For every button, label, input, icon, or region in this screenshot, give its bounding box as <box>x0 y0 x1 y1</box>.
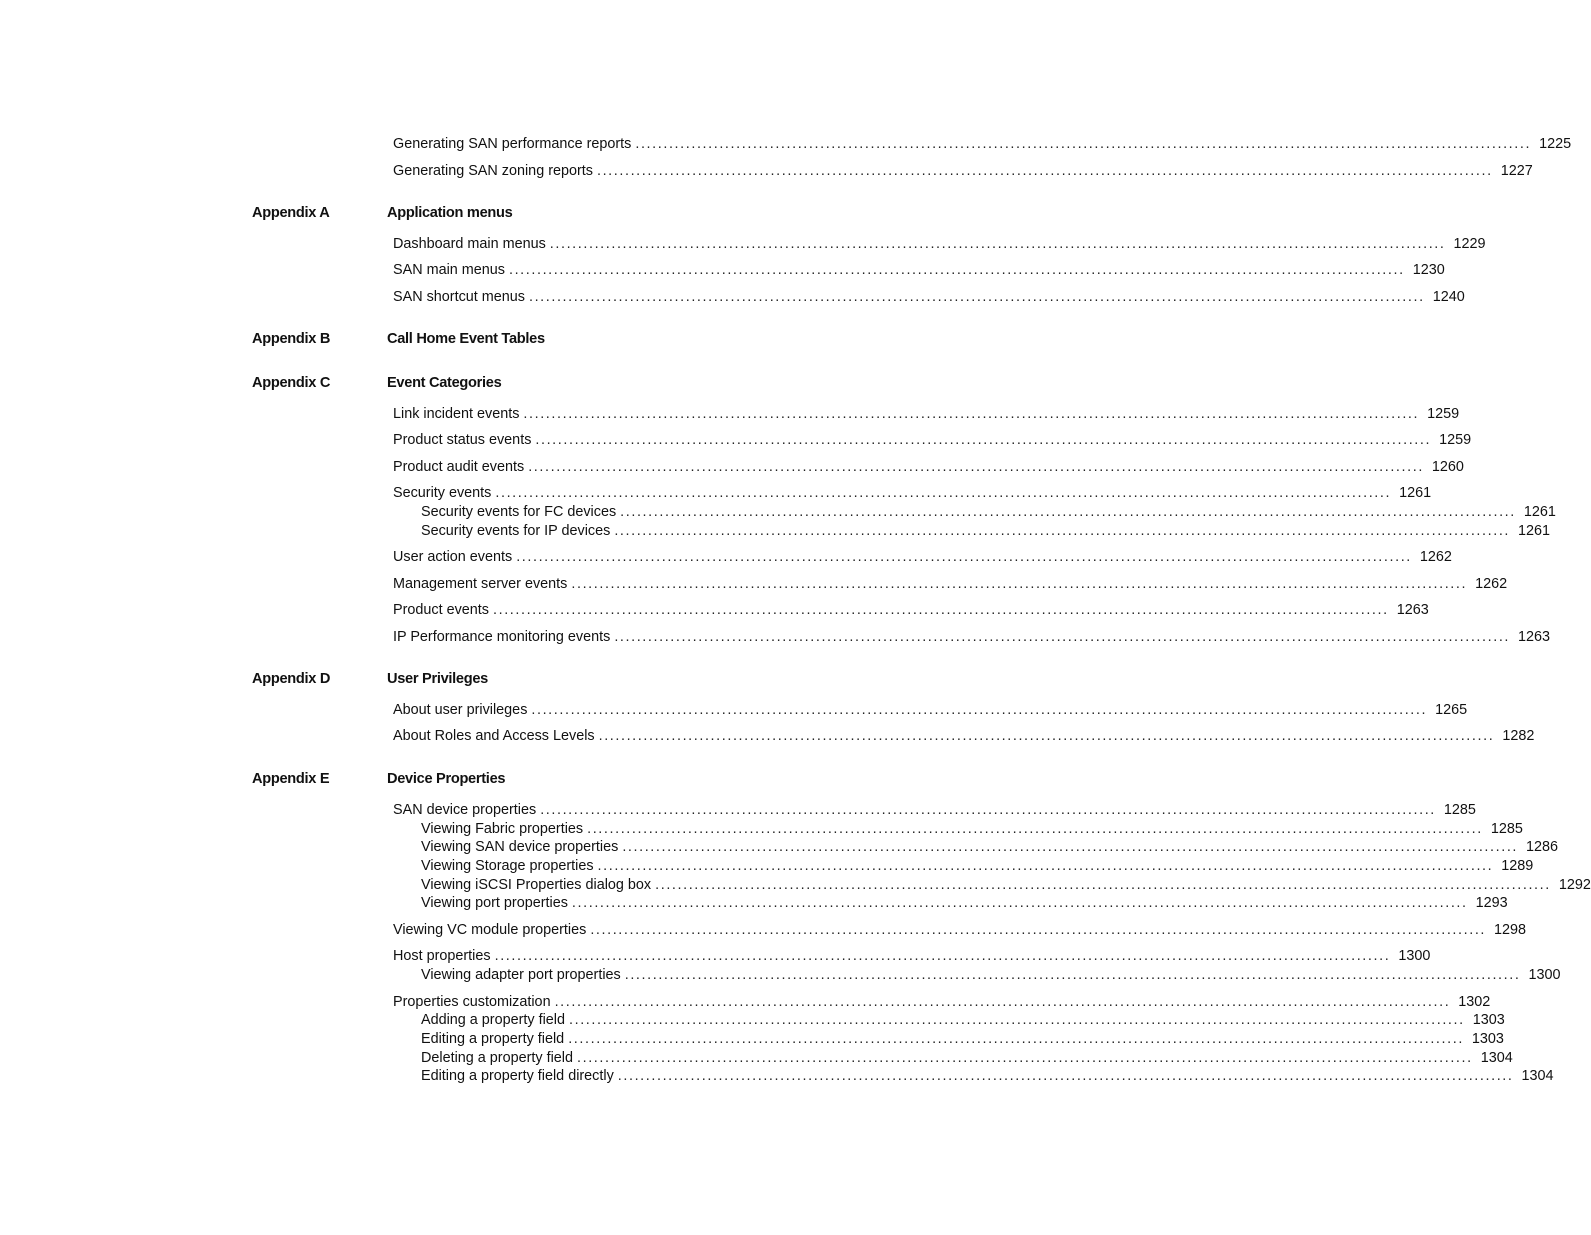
leader-dots: ................................................................................................................................................................ <box>516 549 1412 565</box>
toc-subentry[interactable] <box>421 856 1534 876</box>
toc-entry[interactable] <box>393 574 1508 594</box>
toc-entry-page: 1227 <box>1500 163 1533 179</box>
toc-entry-page: 1225 <box>1539 136 1572 152</box>
toc-entry-title: Viewing port properties <box>421 895 568 911</box>
leader-dots: ................................................................................................................................................................ <box>549 236 1446 252</box>
toc-entry[interactable] <box>393 700 1468 720</box>
toc-entry-title: Deleting a property field <box>421 1050 573 1066</box>
toc-entry-title: Management server events <box>393 576 568 592</box>
toc-subentry[interactable] <box>421 1029 1504 1049</box>
appendix-title[interactable]: Event Categories <box>387 375 502 391</box>
toc-entry-title: Product status events <box>393 432 532 448</box>
leader-dots: ................................................................................................................................................................ <box>577 1050 1473 1066</box>
appendix-title[interactable]: Application menus <box>387 205 513 221</box>
toc-entry-title: Viewing SAN device properties <box>421 839 619 855</box>
toc-entry-title: Host properties <box>393 948 491 964</box>
toc-entry-page: 1261 <box>1518 523 1551 539</box>
leader-dots: ................................................................................................................................................................ <box>624 967 1521 983</box>
toc-entry-title: Viewing Fabric properties <box>421 821 584 837</box>
toc-entry[interactable] <box>393 920 1527 940</box>
toc-subentry[interactable] <box>421 875 1591 895</box>
leader-dots: ................................................................................................................................................................ <box>569 1012 1465 1028</box>
toc-entry-page: 1285 <box>1443 802 1476 818</box>
toc-subentry[interactable] <box>421 502 1556 522</box>
leader-dots: ................................................................................................................................................................ <box>598 728 1495 744</box>
toc-entry-title: Generating SAN performance reports <box>393 136 632 152</box>
toc-subentry[interactable] <box>421 521 1551 541</box>
leader-dots: ................................................................................................................................................................ <box>540 802 1436 818</box>
toc-entry-page: 1260 <box>1431 459 1464 475</box>
toc-entry-title: IP Performance monitoring events <box>393 629 611 645</box>
leader-dots: ................................................................................................................................................................ <box>590 922 1487 938</box>
toc-entry-page: 1259 <box>1439 432 1472 448</box>
toc-entry-title: Properties customization <box>393 994 551 1010</box>
toc-entry-page: 1302 <box>1458 994 1491 1010</box>
toc-entry-title: Product audit events <box>393 459 525 475</box>
toc-entry-page: 1300 <box>1398 948 1431 964</box>
toc-entry[interactable] <box>393 457 1464 477</box>
toc-entry-page: 1240 <box>1432 289 1465 305</box>
toc-entry-page: 1263 <box>1396 602 1429 618</box>
toc-entry[interactable] <box>393 946 1431 966</box>
toc-entry-title: Adding a property field <box>421 1012 565 1028</box>
toc-entry[interactable] <box>393 234 1486 254</box>
leader-dots: ................................................................................................................................................................ <box>535 432 1432 448</box>
leader-dots: ................................................................................................................................................................ <box>596 163 1493 179</box>
leader-dots: ................................................................................................................................................................ <box>493 602 1389 618</box>
toc-entry-title: Security events <box>393 485 492 501</box>
toc-entry[interactable] <box>393 134 1572 154</box>
toc-entry-page: 1286 <box>1526 839 1559 855</box>
leader-dots: ................................................................................................................................................................ <box>568 1031 1464 1047</box>
toc-subentry[interactable] <box>421 893 1508 913</box>
toc-entry-page: 1261 <box>1523 504 1556 520</box>
appendix-title[interactable]: User Privileges <box>387 671 488 687</box>
toc-entry[interactable] <box>393 260 1445 280</box>
toc-subentry[interactable] <box>421 1048 1513 1068</box>
toc-entry-page: 1261 <box>1399 485 1432 501</box>
toc-entry[interactable] <box>393 161 1533 181</box>
toc-entry-title: Security events for IP devices <box>421 523 611 539</box>
toc-entry-page: 1285 <box>1490 821 1523 837</box>
toc-entry[interactable] <box>393 726 1535 746</box>
leader-dots: ................................................................................................................................................................ <box>508 262 1405 278</box>
leader-dots: ................................................................................................................................................................ <box>655 877 1551 893</box>
appendix-label: Appendix C <box>252 375 331 391</box>
toc-subentry[interactable] <box>421 837 1559 857</box>
toc-entry-title: About Roles and Access Levels <box>393 728 595 744</box>
appendix-label: Appendix A <box>252 205 330 221</box>
toc-entry-title: SAN main menus <box>393 262 505 278</box>
toc-entry-page: 1230 <box>1412 262 1445 278</box>
toc-entry-title: SAN shortcut menus <box>393 289 525 305</box>
toc-entry-page: 1229 <box>1453 236 1486 252</box>
leader-dots: ................................................................................................................................................................ <box>495 485 1392 501</box>
toc-entry-title: Editing a property field <box>421 1031 565 1047</box>
toc-entry-page: 1298 <box>1494 922 1527 938</box>
toc-subentry[interactable] <box>421 1010 1505 1030</box>
toc-entry-page: 1292 <box>1558 877 1591 893</box>
toc-entry-page: 1262 <box>1475 576 1508 592</box>
toc-entry-title: Viewing VC module properties <box>393 922 587 938</box>
leader-dots: ................................................................................................................................................................ <box>635 136 1532 152</box>
appendix-title[interactable]: Call Home Event Tables <box>387 331 545 347</box>
toc-entry[interactable] <box>393 404 1460 424</box>
appendix-title[interactable]: Device Properties <box>387 771 506 787</box>
toc-subentry[interactable] <box>421 965 1561 985</box>
toc-entry[interactable] <box>393 430 1472 450</box>
toc-entry[interactable] <box>393 287 1465 307</box>
leader-dots: ................................................................................................................................................................ <box>587 821 1483 837</box>
toc-entry-title: Generating SAN zoning reports <box>393 163 593 179</box>
toc-entry-page: 1293 <box>1475 895 1508 911</box>
leader-dots: ................................................................................................................................................................ <box>528 289 1425 305</box>
leader-dots: ................................................................................................................................................................ <box>494 948 1391 964</box>
toc-entry-page: 1289 <box>1501 858 1534 874</box>
toc-entry-title: Viewing iSCSI Properties dialog box <box>421 877 652 893</box>
toc-entry-title: Product events <box>393 602 489 618</box>
toc-subentry[interactable] <box>421 1066 1554 1086</box>
appendix-label: Appendix E <box>252 771 330 787</box>
toc-entry-page: 1300 <box>1528 967 1561 983</box>
toc-entry-title: SAN device properties <box>393 802 537 818</box>
leader-dots: ................................................................................................................................................................ <box>620 504 1516 520</box>
toc-entry-title: Security events for FC devices <box>421 504 617 520</box>
leader-dots: ................................................................................................................................................................ <box>554 994 1451 1010</box>
toc-subentry[interactable] <box>421 819 1523 839</box>
toc-entry-title: Dashboard main menus <box>393 236 546 252</box>
leader-dots: ................................................................................................................................................................ <box>523 406 1420 422</box>
toc-entry-page: 1263 <box>1518 629 1551 645</box>
toc-entry-title: Viewing Storage properties <box>421 858 594 874</box>
leader-dots: ................................................................................................................................................................ <box>571 576 1468 592</box>
leader-dots: ................................................................................................................................................................ <box>597 858 1494 874</box>
toc-entry-page: 1303 <box>1472 1012 1505 1028</box>
toc-entry[interactable] <box>393 547 1452 567</box>
toc-entry[interactable] <box>393 800 1476 820</box>
leader-dots: ................................................................................................................................................................ <box>531 702 1428 718</box>
leader-dots: ................................................................................................................................................................ <box>617 1068 1514 1084</box>
toc-entry-title: Editing a property field directly <box>421 1068 614 1084</box>
toc-entry-title: Viewing adapter port properties <box>421 967 621 983</box>
toc-entry-page: 1282 <box>1502 728 1535 744</box>
toc-entry-page: 1304 <box>1480 1050 1513 1066</box>
leader-dots: ................................................................................................................................................................ <box>614 523 1511 539</box>
toc-entry[interactable] <box>393 483 1432 503</box>
leader-dots: ................................................................................................................................................................ <box>622 839 1519 855</box>
leader-dots: ................................................................................................................................................................ <box>528 459 1424 475</box>
toc-entry-page: 1259 <box>1427 406 1460 422</box>
toc-entry-page: 1265 <box>1435 702 1468 718</box>
toc-entry-page: 1303 <box>1471 1031 1504 1047</box>
toc-entry-title: Link incident events <box>393 406 520 422</box>
appendix-label: Appendix B <box>252 331 331 347</box>
toc-entry[interactable] <box>393 600 1429 620</box>
toc-entry-page: 1262 <box>1419 549 1452 565</box>
toc-entry[interactable] <box>393 627 1551 647</box>
toc-entry-title: About user privileges <box>393 702 528 718</box>
leader-dots: ................................................................................................................................................................ <box>614 629 1511 645</box>
leader-dots: ................................................................................................................................................................ <box>571 895 1468 911</box>
appendix-label: Appendix D <box>252 671 331 687</box>
toc-entry[interactable] <box>393 992 1491 1012</box>
toc-entry-title: User action events <box>393 549 513 565</box>
toc-entry-page: 1304 <box>1521 1068 1554 1084</box>
